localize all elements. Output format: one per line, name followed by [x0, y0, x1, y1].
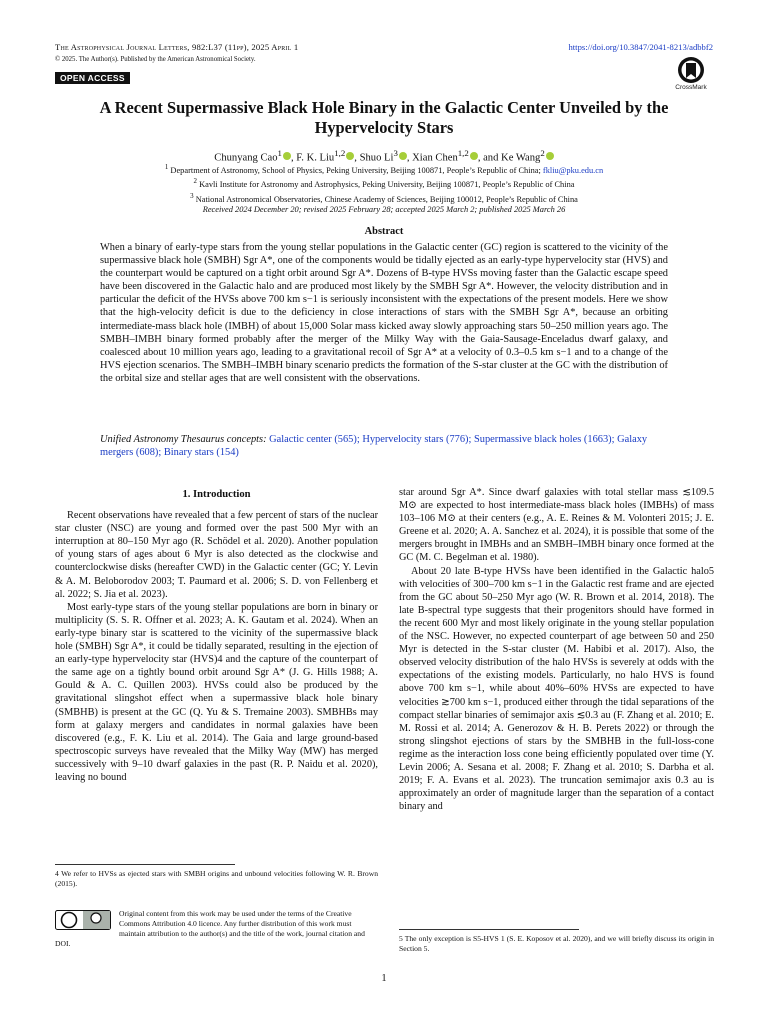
email-link[interactable]: fkliu@pku.edu.cn	[542, 165, 604, 175]
paragraph: Recent observations have revealed that a few percent of stars of the nuclear star cluster (NSC) are young and formed over the past 500 Myr with an interruption at 80–150 Myr ago (R. Schödel et al. 2020). Another population of young stars of ages about 6 Myr is also detected as the clockwise and counterclockwise disks (hereafter CWD) in the Galactic center (GC; Y. Levin & A. M. Beloborodov 2003; T. Paumard et al. 2006; S. D. von Fellenberg et al. 2022; S. Jia et al. 2023).	[55, 510, 378, 600]
crossmark-label: CrossMark	[675, 84, 707, 91]
journal-citation: The Astrophysical Journal Letters, 982:L37 (11pp), 2025 April 1	[55, 42, 299, 52]
concepts-label: Unified Astronomy Thesaurus concepts:	[100, 434, 267, 445]
crossmark-icon	[677, 56, 705, 84]
cc-by-logo-icon	[55, 910, 111, 930]
left-column	[55, 486, 378, 784]
copyright-notice: © 2025. The Author(s). Published by the American Astronomical Society.	[55, 56, 256, 63]
received-dates: Received 2024 December 20; revised 2025 February 28; accepted 2025 March 2; published 2025 March 26	[202, 205, 566, 215]
affiliation-3: $^3$ National Astronomical Observatories, Chinese Academy of Sciences, Beijing 100012, People’s Republic of China	[190, 191, 578, 204]
footnote-4: 4 We refer to HVSs as ejected stars with SMBH origins and unbound velocities following W. R. Brown (2015).	[55, 869, 378, 888]
author-name: , and Ke Wang	[477, 152, 541, 164]
author-affil-sup: 1	[277, 148, 282, 158]
orcid-icon[interactable]	[470, 152, 478, 160]
author-name: , Shuo Li	[354, 152, 394, 164]
orcid-icon[interactable]	[399, 152, 407, 160]
doi-link[interactable]: https://doi.org/10.3847/2041-8213/adbbf2	[568, 42, 713, 52]
orcid-icon[interactable]	[546, 152, 554, 160]
paragraph: Most early-type stars of the young stellar populations are born in binary or multiplicity (S. S. R. Offner et al. 2023; A. K. Gautam et al. 2024). When an early-type binary star is scattered to the vicinity of the supermassive black hole (SMBH) Sgr A*, it could be tidally separated, resulting in the ejection of an early-type hypervelocity star (HVS)4 and the capture of the counterpart of the same age on a tightly bound orbit around Sgr A* (J. G. Hills 1988; A. Gould & A. C. Quillen 2003). HVSs could also be produced by the gravitational slingshot effect when a supermassive black hole binary (SMBHB) is present at the GC (Q. Yu & S. Tremaine 2003). SMBHBs may form at galaxy mergers and candidates in normal galaxies have been discovered (e.g., F. K. Liu et al. 2014). The Gaia and large ground-based spectroscopic surveys have revealed that the Milky Way (MW) has merged successively with 9–10 dwarf galaxies in the past (R. P. Naidu et al. 2020), leaving no bound	[55, 601, 378, 783]
abstract-heading: Abstract	[364, 226, 404, 237]
author-affil-sup: 3	[393, 148, 398, 158]
author-affil-sup: 1,2	[334, 148, 346, 158]
footnote-rule	[399, 929, 579, 930]
page-number: 1	[381, 973, 387, 984]
paragraph: About 20 late B-type HVSs have been identified in the Galactic halo5 with velocities of 300–700 km s−1 in the Galactic rest frame and are ejected from the GC about 50–250 Myr ago (W. R. Brown et al. 2014, 2018). The late B-spectral type suggests that their progenitors should have formed in the recent 600 Myr and most likely originate in the young stellar population of the NSC. However, no expected counterpart of age between 50 and 250 Myr is detected in the S-star cluster (M. Habibi et al. 2017). Also, the observed velocity distribution of the halo HVSs is severely at odds with the expectations of the existing models. Particularly, no halo HVS is found above 700 km s−1, while about 40%–60% HVSs are expected to have velocities ≳700 km s−1, produced either through the tidal separations of the compact stellar binaries of semimajor axis ≲0.3 au (F. Zhang et al. 2010; E. M. Rossi et al. 2014; A. Generozov & H. B. Perets 2022) or through the strong slingshot ejections of stars by the SMBHB in the full-loss-cone regime as the interaction loss cone being efficiently populated over time (Y. Levin 2006; A. Sesana et al. 2008; F. Zhang et al. 2010; S. Darbha et al. 2019; F. A. Evans et al. 2023). The truncation semimajor axis 0.3 au is approximately an order of magnitude larger than the separation of a contact binary and	[399, 565, 714, 813]
affiliation-1: $^1$ Department of Astronomy, School of Physics, Peking University, Beijing 100871, People’s Republic of China; fkliu@pku.edu.cn	[164, 163, 604, 175]
license-notice	[55, 909, 378, 949]
orcid-icon[interactable]	[283, 152, 291, 160]
right-column	[399, 486, 714, 813]
author-name: , Xian Chen	[406, 152, 458, 164]
footnote-rule	[55, 864, 235, 865]
author-name: Chunyang Cao	[214, 152, 278, 164]
footnote-5: 5 The only exception is S5-HVS 1 (S. E. Koposov et al. 2020), and we will briefly discuss its origin in Section 5.	[399, 934, 714, 953]
open-access-badge: OPEN ACCESS	[55, 72, 130, 84]
author-affil-sup: 1,2	[457, 148, 469, 158]
paper-title: A Recent Supermassive Black Hole Binary in the Galactic Center Unveiled by the Hypervelocity Stars	[99, 98, 669, 137]
affiliations	[50, 162, 718, 216]
concepts-links[interactable]: Galactic center (565); Hypervelocity stars (776); Supermassive black holes (1663); Galaxy mergers (608); Binary stars (154)	[100, 434, 648, 459]
paragraph: star around Sgr A*. Since dwarf galaxies with total stellar mass ≲109.5 M⊙ are expected to host intermediate-mass black holes (IMBHs) of mass 103–106 M⊙ at their centers (e.g., A. E. Reines & M. Volonteri 2015; J. E. Greene et al. 2020; A. A. Sanchez et al. 2024), it is possible that some of the mergers brought in IMBHs and an SMBH–IMBH binary once formed at the GC (M. C. Begelman et al. 1980).	[399, 487, 714, 564]
license-text: Original content from this work may be used under the terms of the Creative Commons Attribution 4.0 licence. Any further distribution of this work must maintain attribution to the author(s) and the title of the work, journal citation and DOI.	[55, 909, 365, 948]
author-name: , F. K. Liu	[290, 152, 335, 164]
crossmark-button[interactable]	[669, 56, 713, 91]
abstract-text: When a binary of early-type stars from the young stellar populations in the Galactic center (GC) region is scattered to the vicinity of the supermassive black hole (SMBH) Sgr A*, one of the components would be tidally ejected as an early-type hypervelocity star (HVS) and the counterpart would be captured on a tight orbit around Sgr A*. Dozens of B-type HVSs moving faster than the Galactic escape speed have been discovered in the Galactic halo and are produced most likely by the SMBH Sgr A*. However, the velocity distribution and in particular the deficit of the HVSs above 700 km s−1 is seriously inconsistent with the expectations of the present models. Here we show that the high-velocity deficit is due to the deficiency in close interactions of stars with the SMBH Sgr A*, because an orbiting intermediate-mass black hole (IMBH) of about 15,000 Solar mass kicked away slowly approaching stars 50–250 million years ago. The SMBH–IMBH binary formed probably after the merger of the Milky Way with the Gaia-Sausage-Enceladus dwarf galaxy, and coalesced about 10 million years ago, leading to a gravitational recoil of Sgr A* at a velocity of 0.3–0.5 km s−1 and to a change of the HVS ejection scenarios. The SMBH–IMBH binary scenario predicts the formation of the S-star cluster at the GC with the distribution of the orbital size and stellar ages that are well consistent with the observations.	[100, 242, 669, 384]
uat-concepts	[100, 433, 668, 459]
section-heading: 1. Introduction	[182, 489, 251, 500]
affiliation-2: $^2$ Kavli Institute for Astronomy and Astrophysics, Peking University, Beijing 100871, People’s Republic of China	[193, 177, 575, 190]
author-affil-sup: 2	[540, 148, 545, 158]
